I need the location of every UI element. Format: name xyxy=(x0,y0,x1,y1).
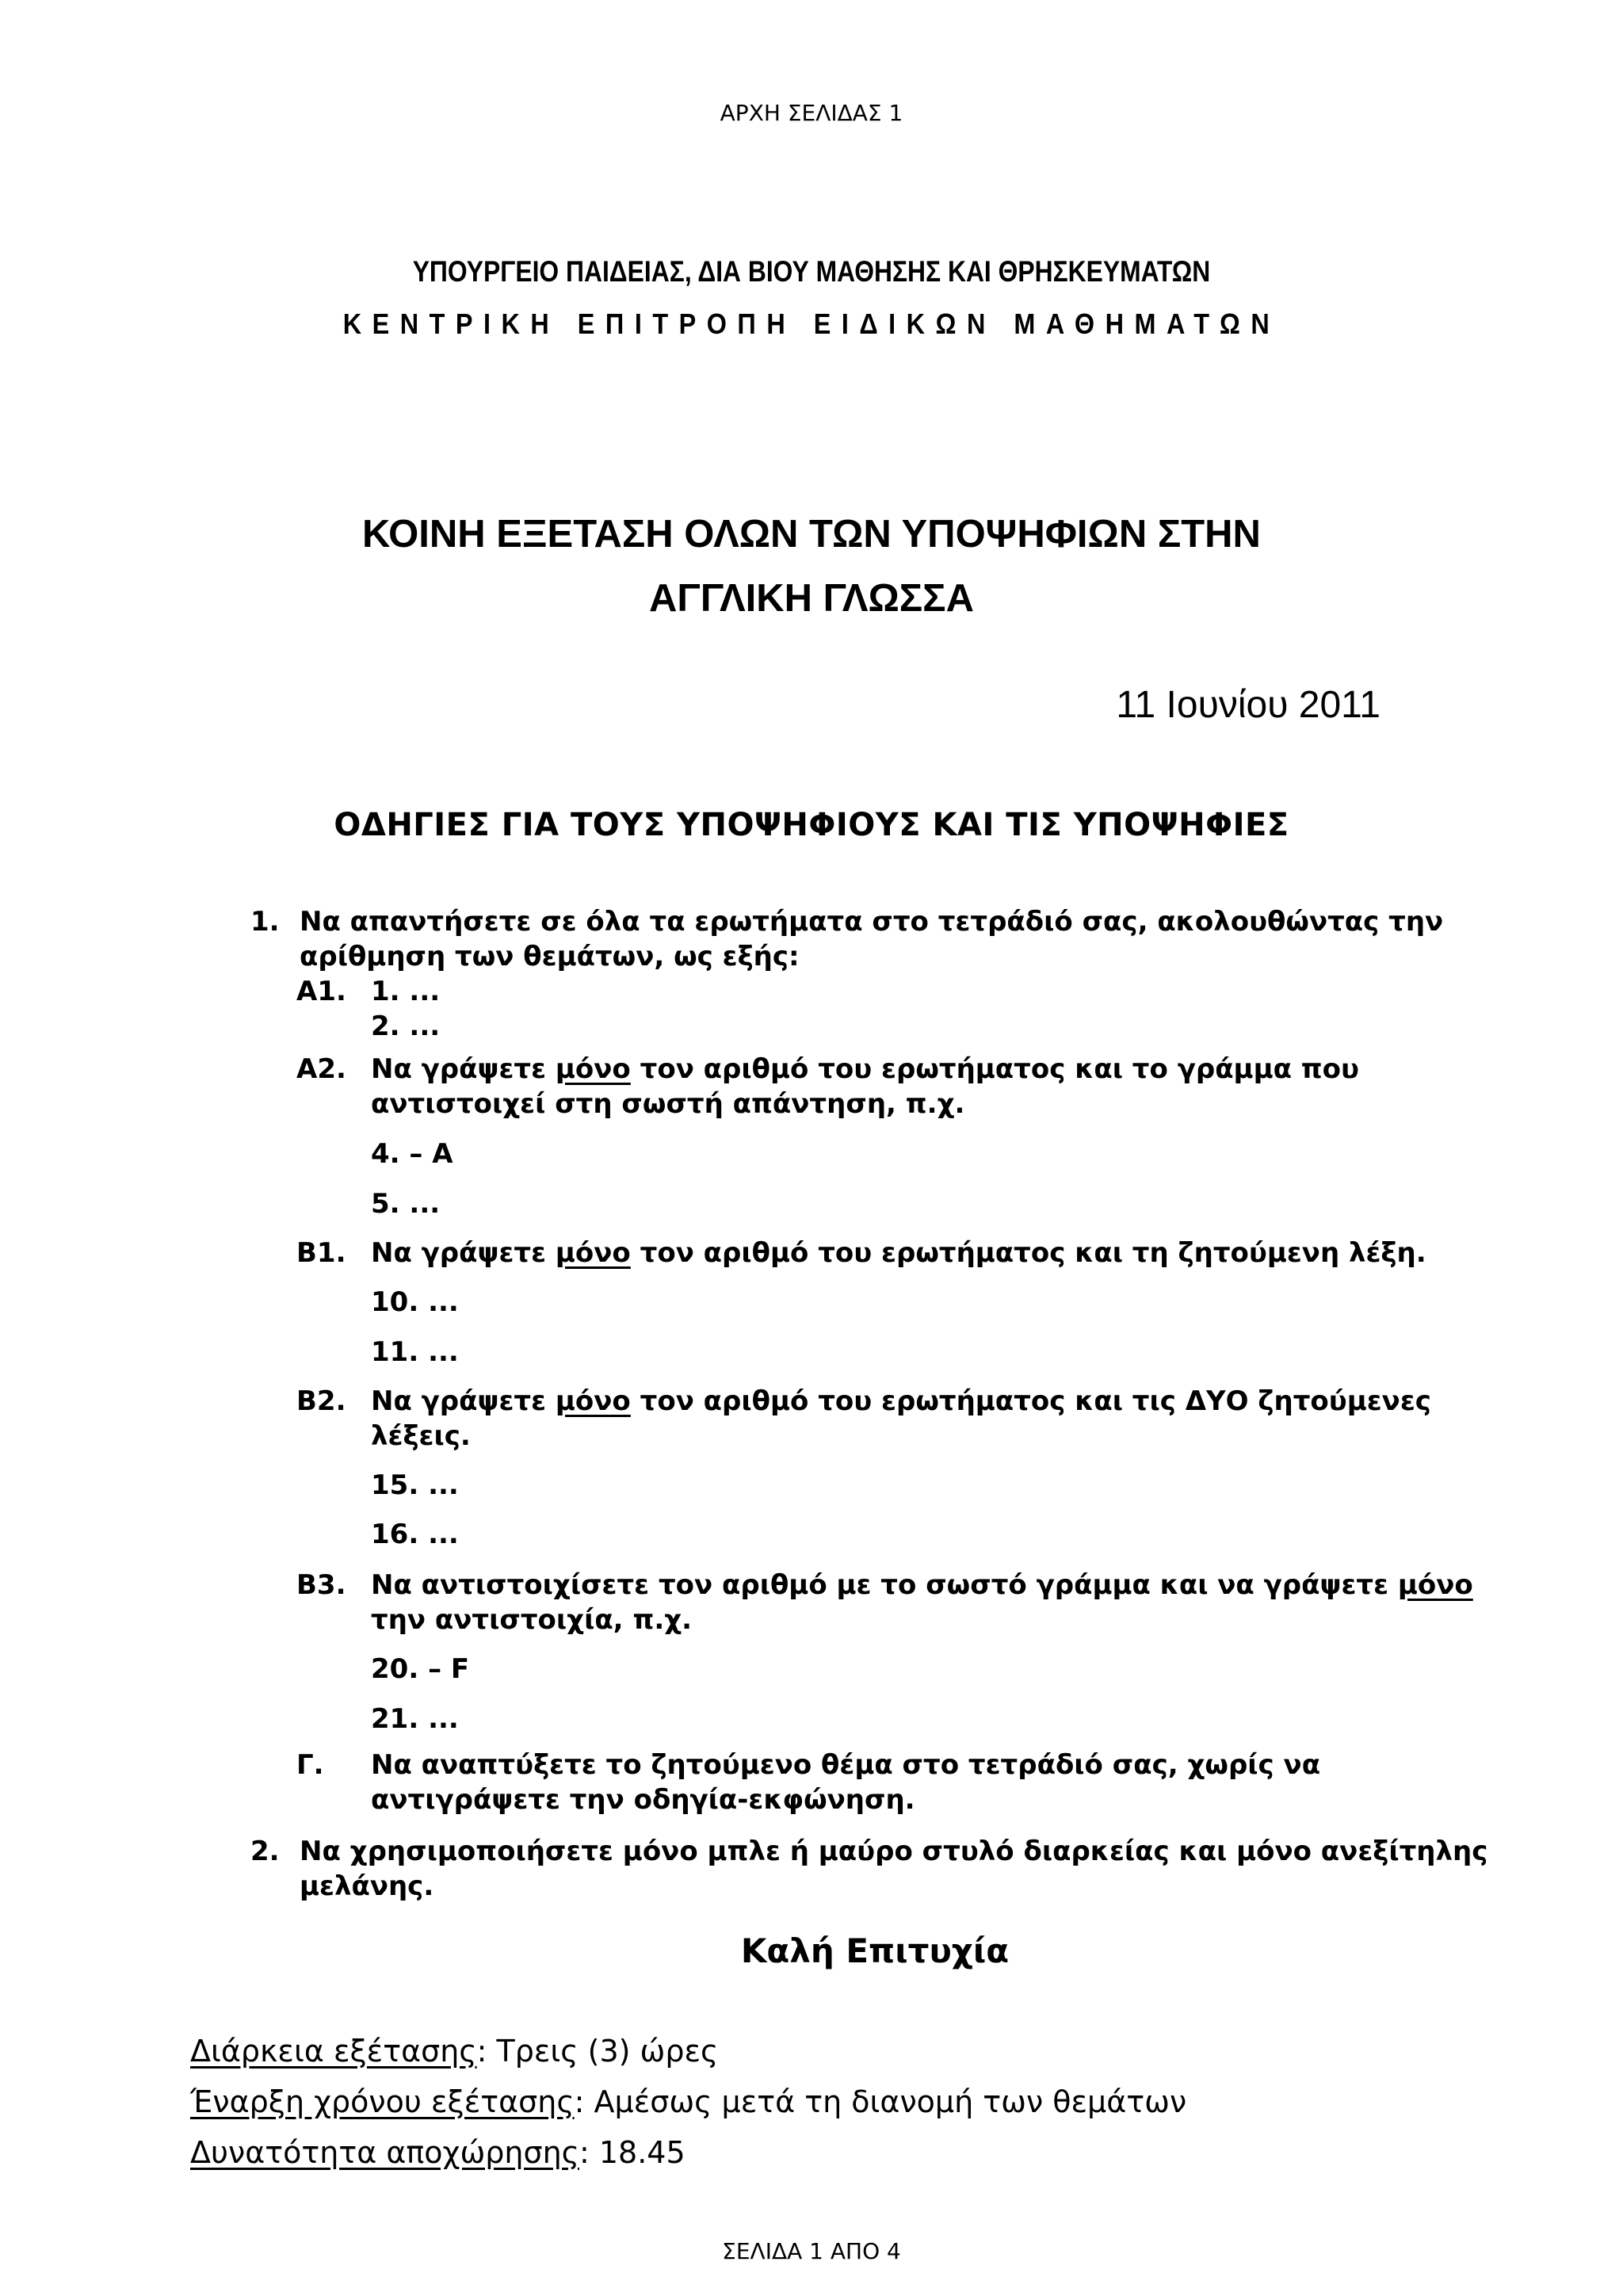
page-number-footer: ΣΕΛΙΔΑ 1 ΑΠΟ 4 xyxy=(722,2238,901,2264)
a2-line1 xyxy=(371,1051,1359,1087)
section-code-a2: Α2. xyxy=(296,1053,346,1085)
a2-text-pre: Να γράψετε xyxy=(371,1053,556,1085)
b1-example-2: 11. ... xyxy=(371,1336,459,1368)
exam-start xyxy=(190,2084,1186,2119)
exam-duration xyxy=(190,2034,718,2069)
section-code-b3: Β3. xyxy=(296,1569,346,1601)
a2-example-2: 5. ... xyxy=(371,1188,441,1220)
b3-line2: την αντιστοιχία, π.χ. xyxy=(371,1604,693,1636)
b3-text-pre: Να αντιστοιχίσετε τον αριθμό με το σωστό γράμμα και να γράψετε xyxy=(371,1569,1398,1601)
b3-example-2: 21. ... xyxy=(371,1703,459,1735)
g-line1: Να αναπτύξετε το ζητούμενο θέμα στο τετράδιό σας, χωρίς να xyxy=(371,1749,1321,1781)
b3-line1 xyxy=(371,1567,1473,1603)
item-number: 1. xyxy=(250,906,280,938)
a2-text-post: τον αριθμό του ερωτήματος και το γράμμα που xyxy=(630,1053,1359,1085)
leave-label: Δυνατότητα αποχώρησης xyxy=(190,2135,579,2170)
b2-example-2: 16. ... xyxy=(371,1519,459,1550)
start-label: Έναρξη χρόνου εξέτασης xyxy=(190,2084,575,2119)
exam-title-line2: ΑΓΓΛΙΚΗ ΓΛΩΣΣΑ xyxy=(649,577,974,620)
start-value: : Αμέσως μετά τη διανομή των θεμάτων xyxy=(574,2084,1187,2119)
a2-example-1: 4. – A xyxy=(371,1138,453,1170)
item1-line2: αρίθμηση των θεμάτων, ως εξής: xyxy=(300,941,800,972)
b2-line1 xyxy=(371,1383,1431,1419)
duration-label: Διάρκεια εξέτασης xyxy=(190,2034,477,2069)
exam-title-line1: ΚΟΙΝΗ ΕΞΕΤΑΣΗ ΟΛΩΝ ΤΩΝ ΥΠΟΨΗΦΙΩΝ ΣΤΗΝ xyxy=(362,513,1261,556)
committee-name: ΚΕΝΤΡΙΚΗ ΕΠΙΤΡΟΠΗ ΕΙΔΙΚΩΝ ΜΑΘΗΜΑΤΩΝ xyxy=(342,308,1281,340)
item1-line1: Να απαντήσετε σε όλα τα ερωτήματα στο τετράδιό σας, ακολουθώντας την xyxy=(300,906,1444,938)
b1-text-pre: Να γράψετε xyxy=(371,1237,556,1269)
section-code-b2: Β2. xyxy=(296,1385,346,1417)
section-code-b1: Β1. xyxy=(296,1237,346,1269)
leave-value: : 18.45 xyxy=(579,2135,685,2170)
a1-example-1: 1. ... xyxy=(371,976,441,1007)
a2-emphasis: μόνο xyxy=(555,1053,631,1085)
b1-line1 xyxy=(371,1235,1426,1271)
section-code-a1: Α1. xyxy=(296,976,346,1007)
item2-line1: Να χρησιμοποιήσετε μόνο μπλε ή μαύρο στυλό διαρκείας και μόνο ανεξίτηλης xyxy=(300,1836,1488,1867)
g-line2: αντιγράψετε την οδηγία-εκφώνηση. xyxy=(371,1784,915,1816)
b3-emphasis: μόνο xyxy=(1397,1569,1473,1601)
b3-example-1: 20. – F xyxy=(371,1653,470,1685)
b2-text-post: τον αριθμό του ερωτήματος και τις ΔΥΟ ζητούμενες xyxy=(630,1385,1431,1417)
b1-example-1: 10. ... xyxy=(371,1286,459,1318)
good-luck-text: Καλή Επιτυχία xyxy=(740,1931,1010,1970)
duration-value: : Τρεις (3) ώρες xyxy=(476,2034,719,2069)
item2-line2: μελάνης. xyxy=(300,1870,434,1902)
exam-date: 11 Ιουνίου 2011 xyxy=(1116,684,1381,726)
b2-example-1: 15. ... xyxy=(371,1469,459,1501)
item-number: 2. xyxy=(250,1836,280,1867)
b2-emphasis: μόνο xyxy=(555,1385,631,1417)
a2-line2: αντιστοιχεί στη σωστή απάντηση, π.χ. xyxy=(371,1088,965,1120)
exam-leave-time xyxy=(190,2135,685,2170)
b1-text-post: τον αριθμό του ερωτήματος και τη ζητούμενη λέξη. xyxy=(630,1237,1426,1269)
b2-text-pre: Να γράψετε xyxy=(371,1385,556,1417)
instructions-heading: ΟΔΗΓΙΕΣ ΓΙΑ ΤΟΥΣ ΥΠΟΨΗΦΙΟΥΣ ΚΑΙ ΤΙΣ ΥΠΟΨΗΦΙΕΣ xyxy=(334,807,1289,843)
b2-line2: λέξεις. xyxy=(371,1420,471,1452)
ministry-name: ΥΠΟΥΡΓΕΙΟ ΠΑΙΔΕΙΑΣ, ΔΙΑ ΒΙΟΥ ΜΑΘΗΣΗΣ ΚΑΙ ΘΡΗΣΚΕΥΜΑΤΩΝ xyxy=(412,255,1211,288)
a1-example-2: 2. ... xyxy=(371,1010,441,1042)
section-code-g: Γ. xyxy=(296,1749,324,1781)
page-top-marker: ΑΡΧΗ ΣΕΛΙΔΑΣ 1 xyxy=(720,100,903,126)
b1-emphasis: μόνο xyxy=(555,1237,631,1269)
